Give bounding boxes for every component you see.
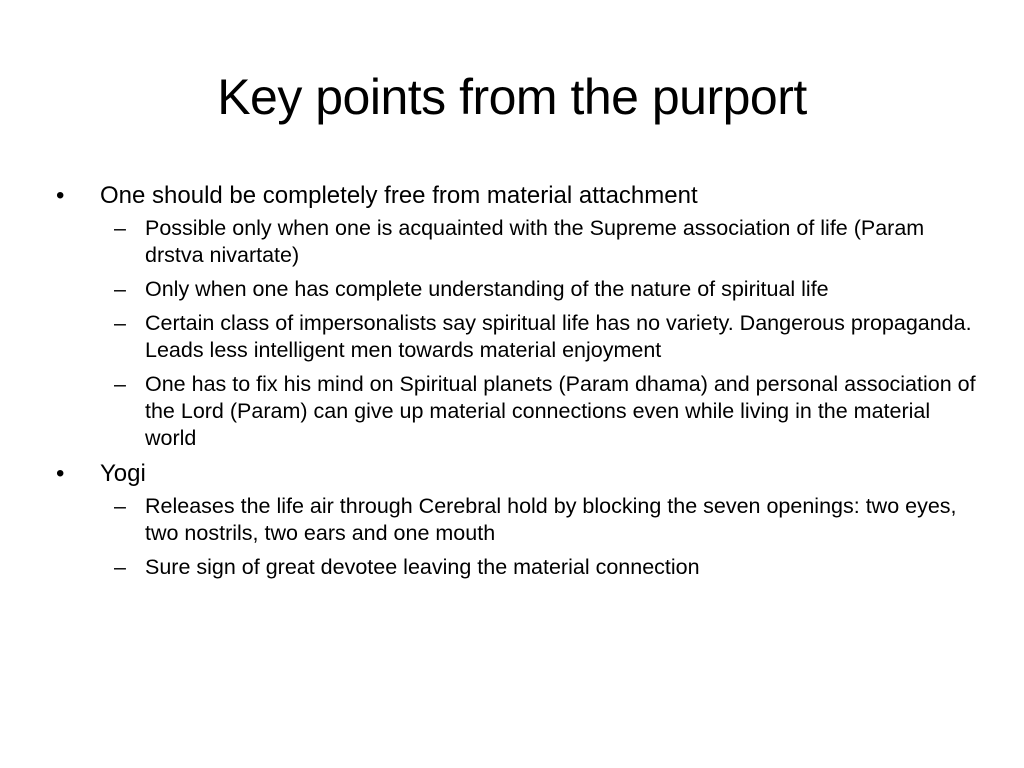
dash-icon: –: [114, 372, 126, 396]
dash-icon: –: [114, 494, 126, 518]
dash-icon: –: [114, 311, 126, 335]
subpoint-1-2: [56, 276, 976, 303]
bullet-text: Yogi: [100, 460, 146, 487]
subpoint-1-3: [56, 310, 976, 364]
bullet-point-1: [56, 181, 976, 211]
subpoint-2-2: [56, 554, 976, 581]
bullet-text: One should be completely free from material attachment: [100, 182, 698, 209]
dash-icon: –: [114, 216, 126, 240]
subpoint-text: One has to fix his mind on Spiritual planets (Param dhama) and personal association of the Lord (Param) can give up material connections even while living in the material world: [145, 372, 976, 450]
slide-title: Key points from the purport: [217, 69, 807, 125]
subpoint-text: Possible only when one is acquainted with the Supreme association of life (Param drstva nivartate): [145, 216, 925, 267]
bullet-point-2: [56, 459, 976, 489]
dash-icon: –: [114, 277, 126, 301]
slide-content: [56, 181, 976, 588]
subpoint-list-2: [56, 493, 976, 581]
bullet-icon: •: [56, 182, 65, 209]
subpoint-text: Certain class of impersonalists say spiritual life has no variety. Dangerous propaganda. Leads less intelligent men towards material enjoyment: [145, 311, 972, 362]
subpoint-1-1: [56, 215, 976, 269]
dash-icon: –: [114, 555, 126, 579]
subpoint-2-1: [56, 493, 976, 547]
subpoint-1-4: [56, 371, 976, 452]
subpoint-text: Sure sign of great devotee leaving the material connection: [145, 555, 700, 579]
subpoint-text: Only when one has complete understanding of the nature of spiritual life: [145, 277, 829, 301]
subpoint-text: Releases the life air through Cerebral hold by blocking the seven openings: two eyes, two nostrils, two ears and one mouth: [145, 494, 957, 545]
subpoint-list-1: [56, 215, 976, 452]
bullet-icon: •: [56, 460, 65, 487]
